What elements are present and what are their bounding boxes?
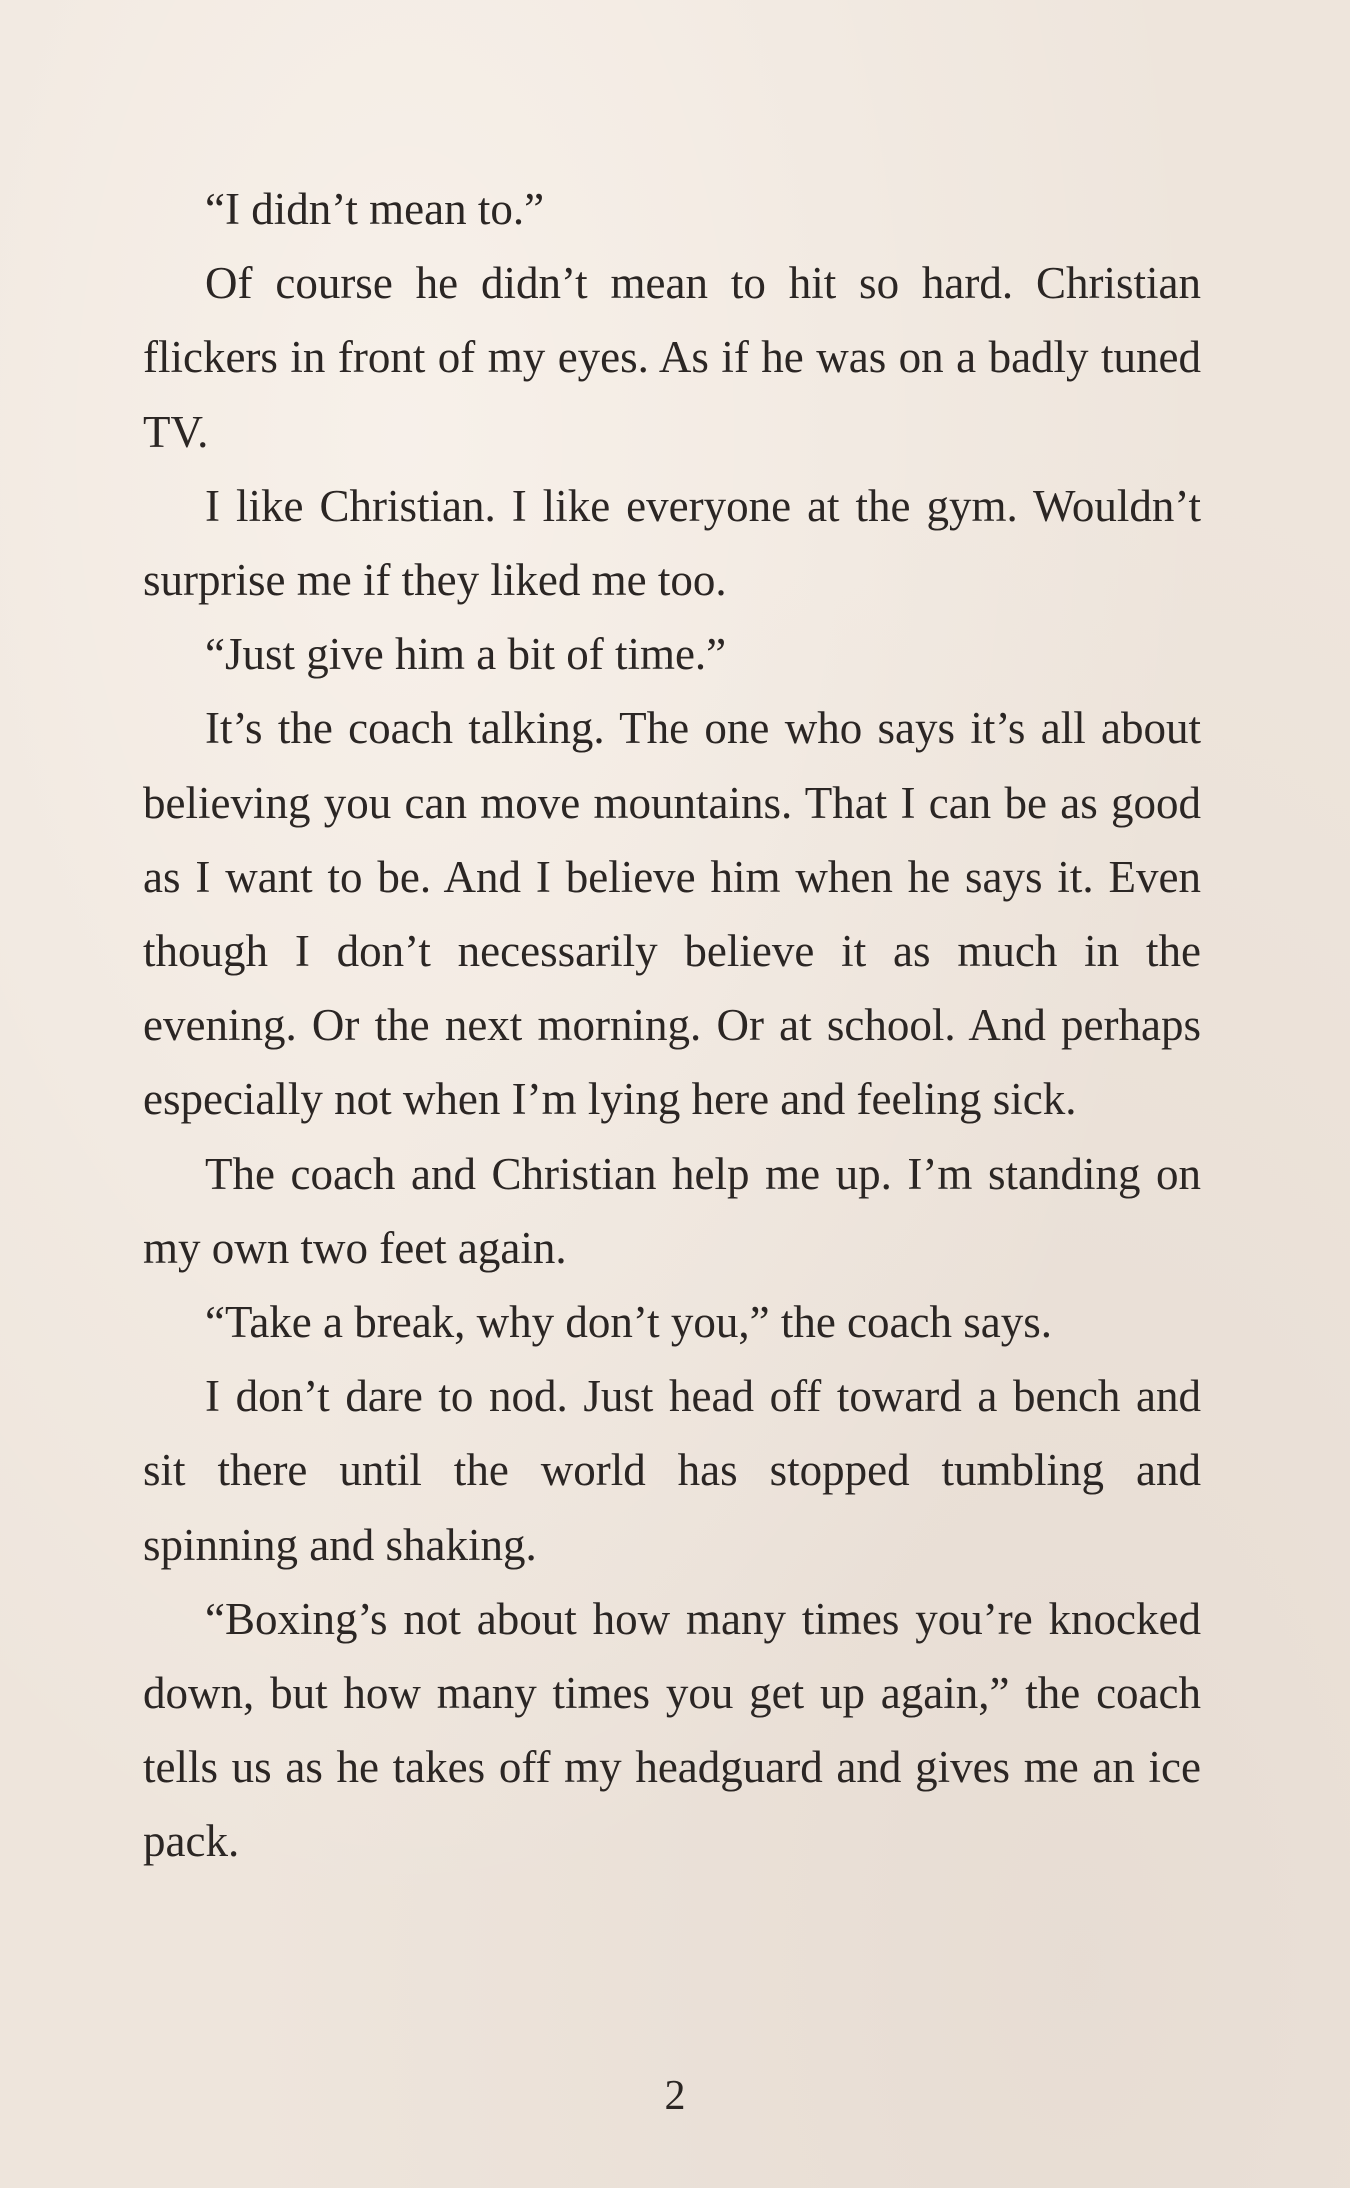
paragraph: I like Christian. I like everyone at the gym. Wouldn’t surprise me if they liked me too. [143,480,1201,606]
paragraph: I don’t dare to nod. Just head off toward a bench and sit there until the world has stopped tumbling and spinning and shaking. [143,1371,1201,1570]
paragraph: It’s the coach talking. The one who says it’s all about believing you can move mountains. That I can be as good as I want to be. And I believe him when he says it. Even though I don’t necessarily believe it as much in the evening. Or the next morning. Or at school. And perhaps especially not when I’m lying here and feeling sick. [143,703,1201,1125]
paragraph: “Take a break, why don’t you,” the coach says. [205,1297,1052,1348]
paragraph: “Just give him a bit of time.” [205,629,727,680]
paragraph: Of course he didn’t mean to hit so hard. Christian flickers in front of my eyes. As if he was on a badly tuned TV. [143,258,1201,457]
paragraph: “I didn’t mean to.” [205,184,545,234]
page-number: 2 [664,2073,686,2119]
paragraph: “Boxing’s not about how many times you’re knocked down, but how many times you get up again,” the coach tells us as he takes off my headguard and gives me an ice pack. [143,1593,1201,1867]
paragraph: The coach and Christian help me up. I’m standing on my own two feet again. [143,1148,1201,1273]
body-text [143,172,1201,1879]
